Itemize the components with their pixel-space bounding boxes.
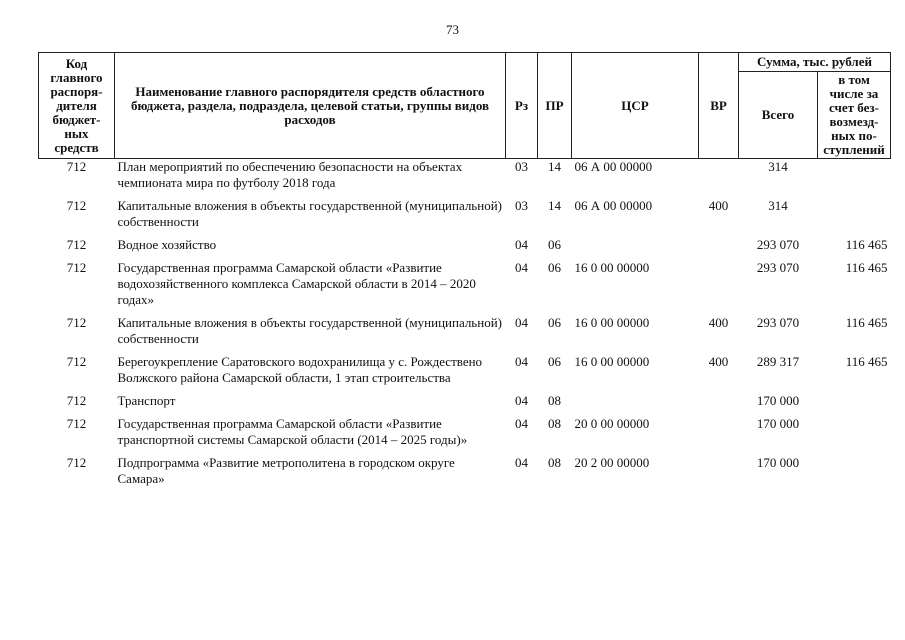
cell-code: 712 xyxy=(66,237,87,252)
table-row xyxy=(39,159,891,199)
cell-name: Капитальные вложения в объекты государственной (муниципальной) собственности xyxy=(117,198,502,229)
cell-pr: 14 xyxy=(548,159,561,174)
cell-csr xyxy=(572,237,699,260)
cell-rz: 04 xyxy=(515,260,528,275)
cell-free xyxy=(818,393,891,416)
cell-total: 170 000 xyxy=(756,393,800,408)
cell-code: 712 xyxy=(66,416,87,431)
header-name: Наименование главного распорядителя средств областного бюджета, раздела, подраздела, целевой статьи, группы видов расходов xyxy=(115,53,506,159)
cell-free: 116 465 xyxy=(845,315,888,330)
cell-name: План мероприятий по обеспечению безопасности на объектах чемпионата мира по футболу 2018 года xyxy=(117,159,463,190)
cell-free xyxy=(818,198,891,237)
cell-total: 314 xyxy=(768,198,788,213)
cell-code: 712 xyxy=(66,315,87,330)
budget-table xyxy=(38,52,891,494)
cell-pr: 06 xyxy=(548,237,561,252)
cell-csr: 16 0 00 00000 xyxy=(574,354,650,369)
cell-rz: 04 xyxy=(515,237,528,252)
cell-vr: 400 xyxy=(708,354,729,369)
cell-pr: 06 xyxy=(548,354,561,369)
cell-vr xyxy=(699,159,739,199)
cell-csr: 06 А 00 00000 xyxy=(574,159,653,174)
table-row xyxy=(39,237,891,260)
header-pr: ПР xyxy=(538,53,572,159)
cell-code: 712 xyxy=(66,354,87,369)
cell-rz: 04 xyxy=(515,354,528,369)
cell-vr xyxy=(699,416,739,455)
cell-rz: 03 xyxy=(515,159,528,174)
cell-pr: 06 xyxy=(548,260,561,275)
cell-rz: 04 xyxy=(515,416,528,431)
cell-pr: 08 xyxy=(548,416,561,431)
cell-total: 293 070 xyxy=(756,315,800,330)
cell-vr xyxy=(699,393,739,416)
cell-code: 712 xyxy=(66,455,87,470)
cell-total: 293 070 xyxy=(756,260,800,275)
header-total: Всего xyxy=(739,72,818,159)
cell-pr: 06 xyxy=(548,315,561,330)
cell-rz: 04 xyxy=(515,393,528,408)
table-body xyxy=(39,159,891,495)
cell-name: Водное хозяйство xyxy=(117,237,217,252)
cell-free xyxy=(818,159,891,199)
table-row xyxy=(39,354,891,393)
cell-total: 170 000 xyxy=(756,416,800,431)
cell-total: 314 xyxy=(768,159,788,174)
cell-free: 116 465 xyxy=(845,237,888,252)
table-row xyxy=(39,315,891,354)
cell-vr: 400 xyxy=(708,315,729,330)
table-row xyxy=(39,455,891,494)
cell-free xyxy=(818,455,891,494)
cell-pr: 08 xyxy=(548,393,561,408)
cell-code: 712 xyxy=(66,393,87,408)
header-free: в том числе за счет без-возмезд-ных по-ступлений xyxy=(818,72,891,159)
cell-csr: 16 0 00 00000 xyxy=(574,315,650,330)
cell-free: 116 465 xyxy=(845,354,888,369)
cell-csr: 16 0 00 00000 xyxy=(574,260,650,275)
cell-csr: 20 2 00 00000 xyxy=(574,455,650,470)
header-sum: Сумма, тыс. рублей xyxy=(739,53,891,72)
cell-rz: 03 xyxy=(515,198,528,213)
cell-free: 116 465 xyxy=(845,260,888,275)
cell-vr xyxy=(699,260,739,315)
cell-name: Берегоукрепление Саратовского водохранилища у с. Рождествено Волжского района Самарской области, 1 этап строительства xyxy=(117,354,483,385)
table-row xyxy=(39,198,891,237)
cell-free xyxy=(818,416,891,455)
cell-vr: 400 xyxy=(708,198,729,213)
cell-csr: 20 0 00 00000 xyxy=(574,416,650,431)
table-row xyxy=(39,416,891,455)
cell-pr: 08 xyxy=(548,455,561,470)
cell-csr xyxy=(572,393,699,416)
header-vr: ВР xyxy=(699,53,739,159)
cell-total: 289 317 xyxy=(756,354,800,369)
cell-code: 712 xyxy=(66,159,87,174)
cell-rz: 04 xyxy=(515,315,528,330)
cell-vr xyxy=(699,455,739,494)
header-csr: ЦСР xyxy=(572,53,699,159)
table-row xyxy=(39,393,891,416)
cell-name: Подпрограмма «Развитие метрополитена в городском округе Самара» xyxy=(117,455,455,486)
cell-name: Транспорт xyxy=(117,393,176,408)
header-code: Код главного распоря-дителя бюджет-ных средств xyxy=(39,53,115,159)
cell-total: 293 070 xyxy=(756,237,800,252)
cell-vr xyxy=(699,237,739,260)
page-number: 73 xyxy=(446,22,459,37)
cell-csr: 06 А 00 00000 xyxy=(574,198,653,213)
cell-code: 712 xyxy=(66,260,87,275)
cell-code: 712 xyxy=(66,198,87,213)
cell-pr: 14 xyxy=(548,198,561,213)
cell-total: 170 000 xyxy=(756,455,800,470)
table-header xyxy=(39,53,891,159)
cell-rz: 04 xyxy=(515,455,528,470)
header-rz: Рз xyxy=(506,53,538,159)
cell-name: Государственная программа Самарской области «Развитие водохозяйственного комплекса Самарской области в 2014 – 2020 годах» xyxy=(117,260,476,307)
cell-name: Капитальные вложения в объекты государственной (муниципальной) собственности xyxy=(117,315,502,346)
table-row xyxy=(39,260,891,315)
cell-name: Государственная программа Самарской области «Развитие транспортной системы Самарской области (2014 – 2025 годы)» xyxy=(117,416,468,447)
